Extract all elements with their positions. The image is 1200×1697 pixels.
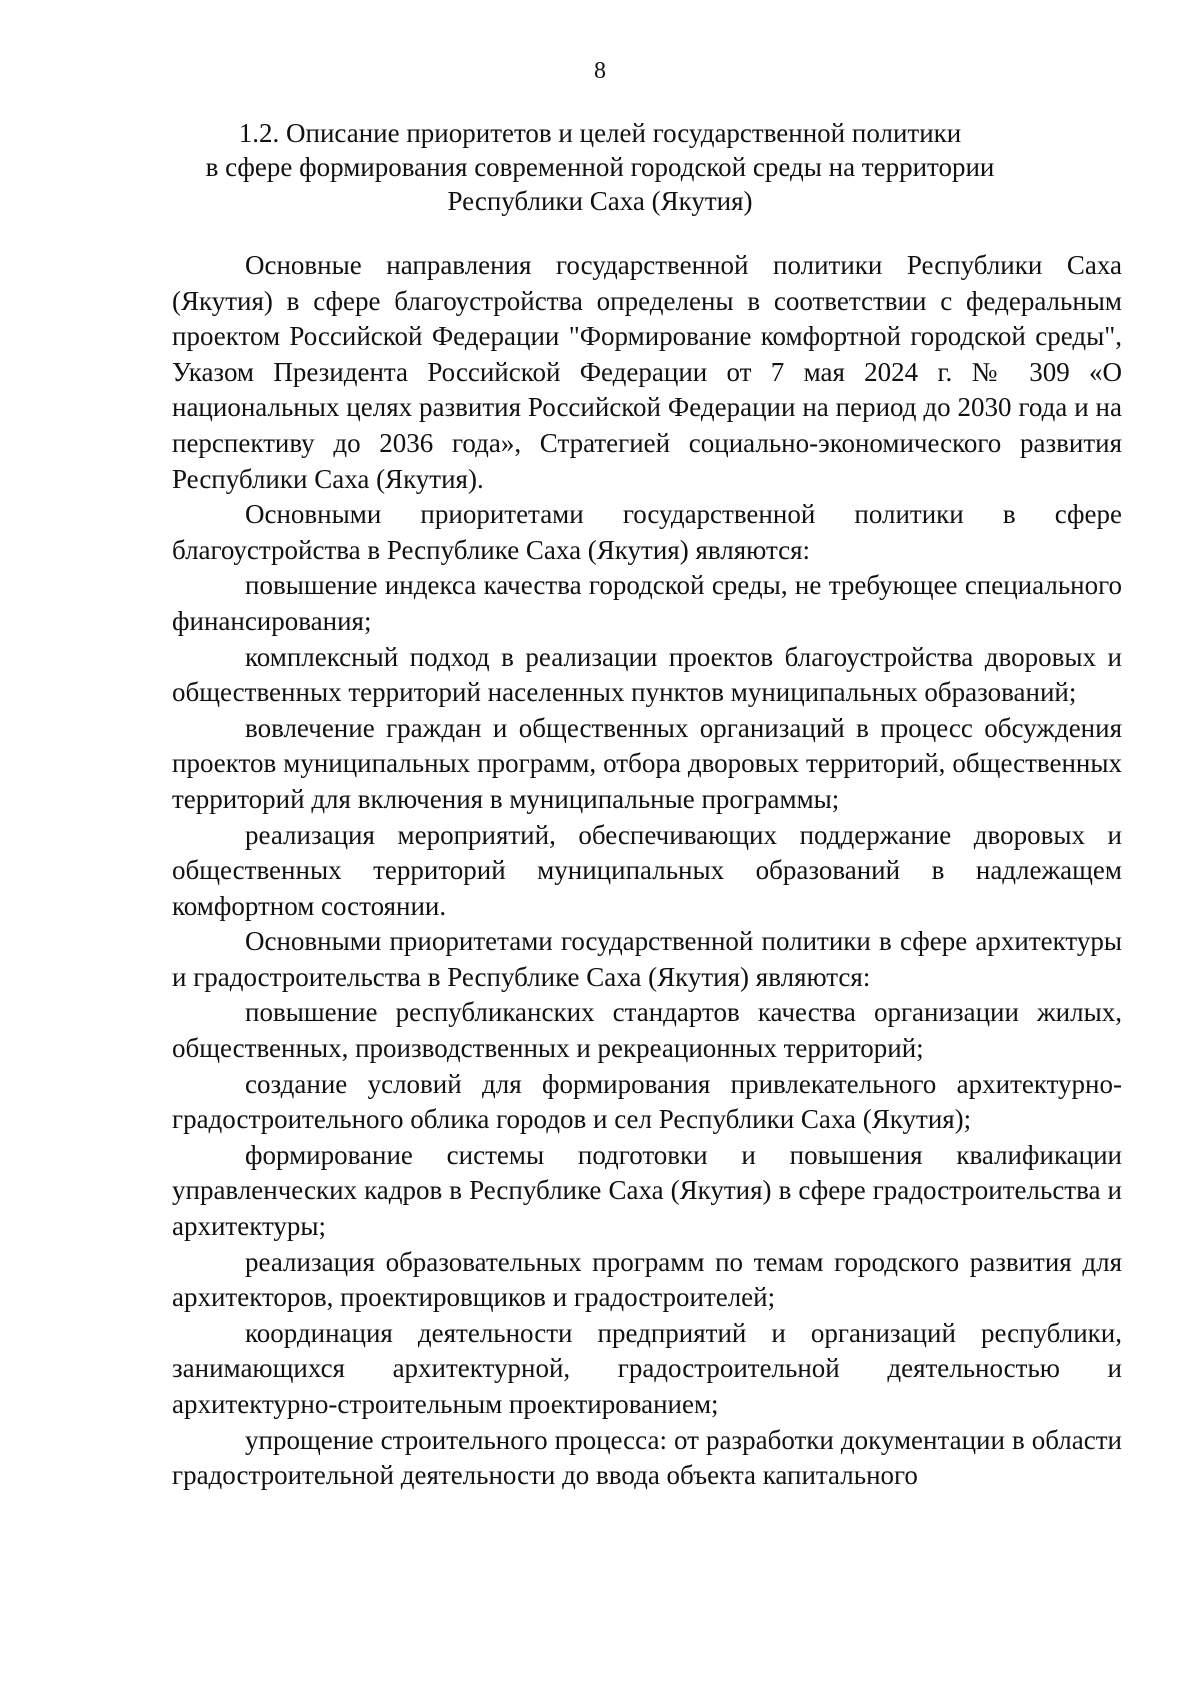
- page-number: 8: [594, 58, 606, 84]
- paragraph-improvement-priorities-intro: Основными приоритетами государственной политики в сфере благоустройства в Республике Саха (Якутия) являются:: [172, 499, 1122, 565]
- heading-line-1: 1.2. Описание приоритетов и целей государственной политики: [238, 118, 962, 148]
- list-item-architectural-appearance: создание условий для формирования привлекательного архитектурно-градостроительного облика городов и сел Республики Саха (Якутия);: [172, 1068, 1122, 1135]
- list-item-educational-programs: реализация образовательных программ по темам городского развития для архитекторов, проектировщиков и градостроителей;: [172, 1246, 1122, 1313]
- heading-line-3: Республики Саха (Якутия): [447, 186, 753, 216]
- paragraph-policy-directions: Основные направления государственной политики Республики Саха (Якутия) в сфере благоустройства определены в соответствии с федеральным проектом Российской Федерации "Формирование комфортной городской среды", Указом Президента Российской Федерации от 7 мая 2024 г. № 309 «О национальных целях развития Российской Федерации на период до 2030 года и на перспективу до 2036 года», Стратегией социально-экономического развития Республики Саха (Якутия).: [172, 250, 1122, 494]
- list-item-coordination: координация деятельности предприятий и организаций республики, занимающихся архитектурной, градостроительной деятельностью и архитектурно-строительным проектированием;: [172, 1317, 1122, 1419]
- list-item-maintenance-measures: реализация мероприятий, обеспечивающих поддержание дворовых и общественных территорий муниципальных образований в надлежащем комфортном состоянии.: [172, 819, 1122, 921]
- heading-line-2: в сфере формирования современной городской среды на территории: [205, 152, 995, 182]
- list-item-citizen-involvement: вовлечение граждан и общественных организаций в процесс обсуждения проектов муниципальных программ, отбора дворовых территорий, общественных территорий для включения в муниципальные программы;: [172, 712, 1122, 814]
- list-item-process-simplification: упрощение строительного процесса: от разработки документации в области градостроительной деятельности до ввода объекта капитального: [172, 1424, 1122, 1491]
- list-item-integrated-approach: комплексный подход в реализации проектов благоустройства дворовых и общественных территорий населенных пунктов муниципальных образований;: [172, 641, 1122, 708]
- paragraph-architecture-priorities-intro: Основными приоритетами государственной политики в сфере архитектуры и градостроительства в Республике Саха (Якутия) являются:: [172, 926, 1122, 992]
- list-item-urban-quality-index: повышение индекса качества городской среды, не требующее специального финансирования;: [172, 570, 1122, 636]
- document-body: [172, 248, 1122, 1494]
- section-heading: [150, 116, 1050, 218]
- list-item-quality-standards: повышение республиканских стандартов качества организации жилых, общественных, производственных и рекреационных территорий;: [172, 997, 1122, 1064]
- list-item-staff-training: формирование системы подготовки и повышения квалификации управленческих кадров в Республике Саха (Якутия) в сфере градостроительства и архитектуры;: [172, 1139, 1122, 1242]
